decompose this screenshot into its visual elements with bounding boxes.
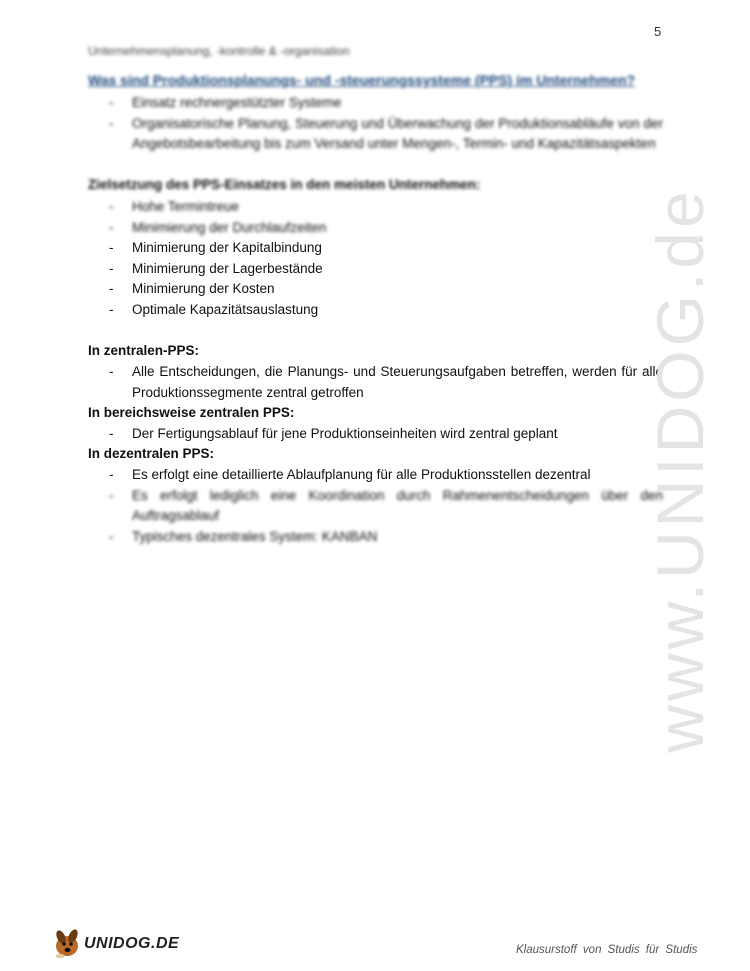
dog-icon xyxy=(52,926,86,960)
page-number: 5 xyxy=(654,24,662,39)
area-central-pps-heading: In bereichsweise zentralen PPS: xyxy=(88,405,295,420)
list-item: - Minimierung der Kapitalbindung xyxy=(88,238,663,259)
list-item: - Es erfolgt eine detaillierte Ablaufplanung für alle Produktionsstellen dezentral xyxy=(88,465,663,486)
list-item: - Typisches dezentrales System: KANBAN xyxy=(88,527,663,548)
unidog-logo xyxy=(52,926,180,960)
list-item: - Hohe Termintreue xyxy=(88,197,663,218)
goals-list xyxy=(88,197,663,320)
area-central-pps-list xyxy=(88,424,663,445)
list-item: - Einsatz rechnergestützter Systeme xyxy=(88,93,663,114)
list-item: - Der Fertigungsablauf für jene Produktionseinheiten wird zentral geplant xyxy=(88,424,663,445)
pps-definition-list xyxy=(88,93,663,155)
running-header: Unternehmensplanung, -kontrolle & -organisation xyxy=(88,44,350,58)
watermark: www.UNIDOG.de xyxy=(643,187,717,753)
list-item: - Minimierung der Kosten xyxy=(88,279,663,300)
decentral-pps-list xyxy=(88,465,663,547)
decentral-pps-heading: In dezentralen PPS: xyxy=(88,446,215,461)
list-item: - Minimierung der Durchlaufzeiten xyxy=(88,218,663,239)
section-title: Was sind Produktionsplanungs- und -steuerungssysteme (PPS) im Unternehmen? xyxy=(88,72,636,88)
logo-text: UNIDOG.DE xyxy=(84,935,180,952)
footer-tagline: Klausurstoff von Studis für Studis xyxy=(516,944,698,956)
central-pps-heading: In zentralen-PPS: xyxy=(88,343,200,358)
list-item: - Minimierung der Lagerbestände xyxy=(88,259,663,280)
goals-heading: Zielsetzung des PPS-Einsatzes in den meisten Unternehmen: xyxy=(88,177,481,192)
central-pps-list xyxy=(88,362,663,403)
list-item: - Optimale Kapazitätsauslastung xyxy=(88,300,663,321)
list-item: - Es erfolgt lediglich eine Koordination durch Rahmenentscheidungen über den Auftragsablauf xyxy=(88,486,663,527)
list-item: - Organisatorische Planung, Steuerung und Überwachung der Produktionsabläufe von der Angebotsbearbeitung bis zum Versand unter Mengen-, Termin- und Kapazitätsaspekten xyxy=(88,114,663,155)
list-item: - Alle Entscheidungen, die Planungs- und Steuerungsaufgaben betreffen, werden für alle Produktionssegmente zentral getroffen xyxy=(88,362,663,403)
